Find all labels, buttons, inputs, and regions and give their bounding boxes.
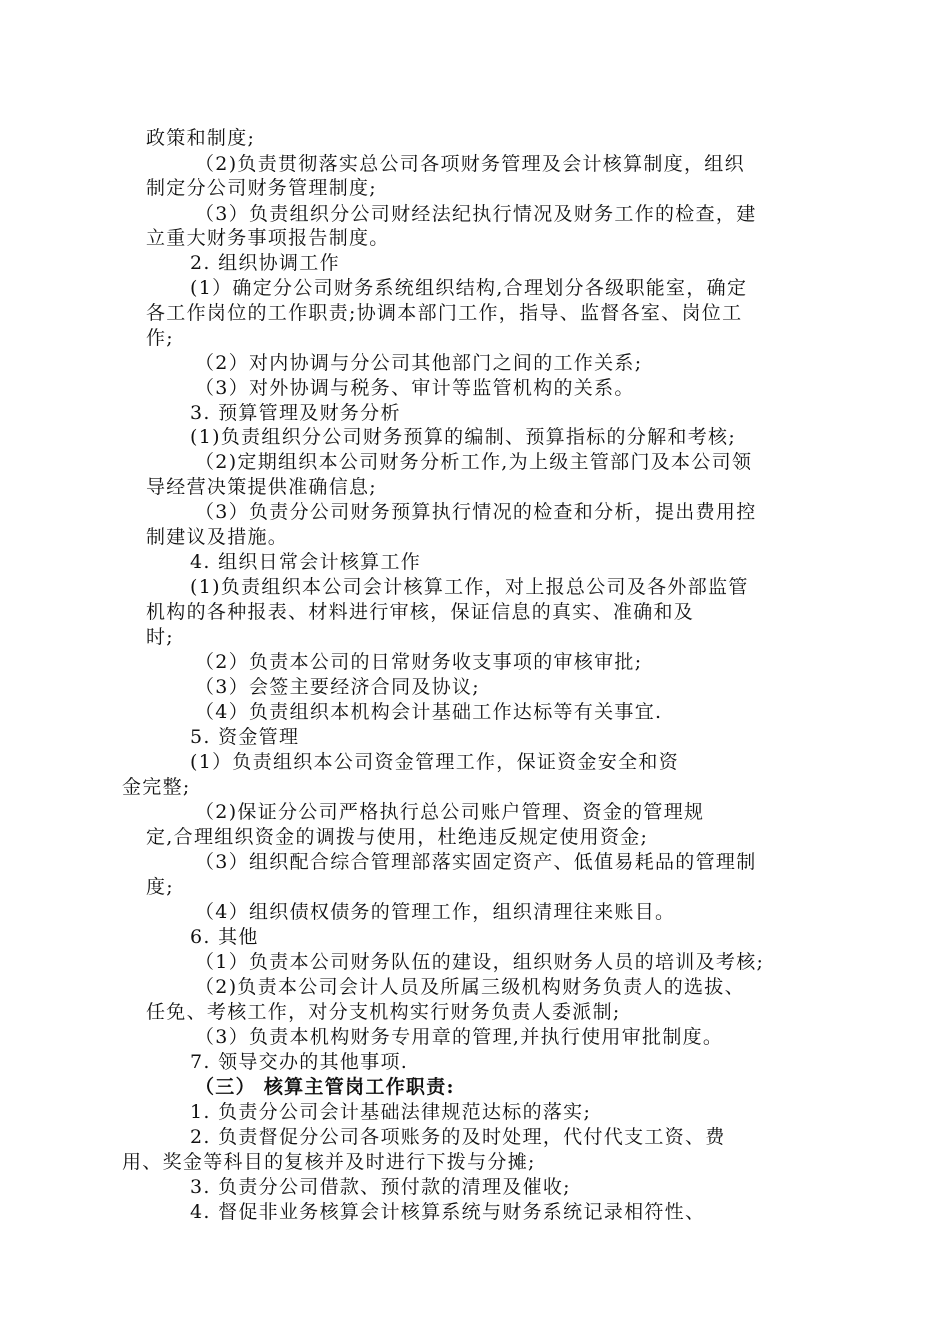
text-line: 机构的各种报表、材料进行审核，保证信息的真实、准确和及 [146,601,695,623]
text-line: 各工作岗位的工作职责;协调本部门工作，指导、监督各室、岗位工 [146,302,743,324]
text-line: 任免、考核工作，对分支机构实行财务负责人委派制; [146,1001,621,1023]
text-line: (1）确定分公司财务系统组织结构,合理划分各级职能室，确定 [190,277,748,299]
section-heading: 6. 其他 [190,926,259,948]
text-line: （3）负责组织分公司财经法纪执行情况及财务工作的检查，建 [195,203,757,225]
text-line: （2）负责本公司的日常财务收支事项的审核审批; [195,651,643,673]
text-line: 导经营决策提供准确信息; [146,476,378,498]
text-line: （3）负责分公司财务预算执行情况的检查和分析，提出费用控 [195,501,757,523]
text-line: 1. 负责分公司会计基础法律规范达标的落实; [190,1101,592,1123]
text-line: （3）对外协调与税务、审计等监管机构的关系。 [195,377,635,399]
text-line: 4. 督促非业务核算会计核算系统与财务系统记录相符性、 [190,1201,706,1223]
text-line: 度; [146,876,175,898]
text-line: （2）对内协调与分公司其他部门之间的工作关系; [195,352,643,374]
section-heading: 7. 领导交办的其他事项. [190,1051,409,1073]
subsection-title: （三） 核算主管岗工作职责: [195,1076,455,1098]
text-line: 金完整; [122,776,191,798]
text-line: 时; [146,626,175,648]
text-line: （3）会签主要经济合同及协议; [195,676,480,698]
text-line: （4）负责组织本机构会计基础工作达标等有关事宜. [195,701,663,723]
text-line: 立重大财务事项报告制度。 [146,227,390,249]
section-heading: 4. 组织日常会计核算工作 [190,551,422,573]
text-line: 制定分公司财务管理制度; [146,177,378,199]
text-line: 政策和制度; [146,127,256,149]
text-line: 定,合理组织资金的调拨与使用，杜绝违反规定使用资金; [146,826,649,848]
text-line: 3. 负责分公司借款、预付款的清理及催收; [190,1176,571,1198]
section-heading: 3. 预算管理及财务分析 [190,402,401,424]
text-line: （2)负责本公司会计人员及所属三级机构财务负责人的选拔、 [195,976,745,998]
text-line: 制建议及措施。 [146,526,289,548]
text-line: （3）组织配合综合管理部落实固定资产、低值易耗品的管理制 [195,851,757,873]
text-line: （3）负责本机构财务专用章的管理,并执行使用审批制度。 [195,1026,724,1048]
text-line: （4）组织债权债务的管理工作，组织清理往来账目。 [195,901,676,923]
text-line: （1）负责本公司财务队伍的建设，组织财务人员的培训及考核; [195,951,765,973]
section-heading: 5. 资金管理 [190,726,300,748]
text-line: 用、奖金等科目的复核并及时进行下拨与分摊; [122,1151,536,1173]
text-line: 作; [146,327,175,349]
text-line: (1)负责组织本公司会计核算工作，对上报总公司及各外部监管 [190,576,749,598]
text-line: （2)定期组织本公司财务分析工作,为上级主管部门及本公司领 [195,451,753,473]
text-line: （2)负责贯彻落实总公司各项财务管理及会计核算制度，组织 [195,153,745,175]
text-line: （2)保证分公司严格执行总公司账户管理、资金的管理规 [195,801,705,823]
section-heading: 2. 组织协调工作 [190,252,340,274]
text-line: (1)负责组织分公司财务预算的编制、预算指标的分解和考核; [190,426,737,448]
text-line: 2. 负责督促分公司各项账务的及时处理，代付代支工资、费 [190,1126,726,1148]
text-line: (1）负责组织本公司资金管理工作，保证资金安全和资 [190,751,680,773]
